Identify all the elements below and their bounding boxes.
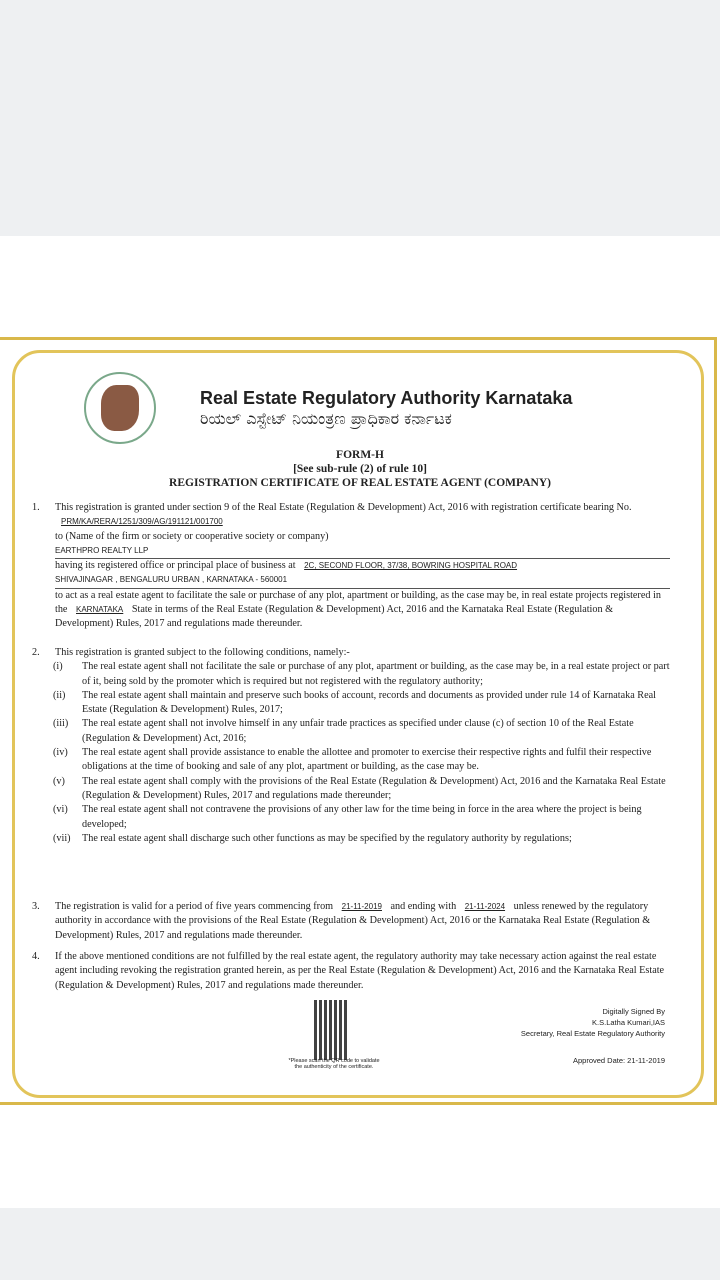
section-text: The registration is valid for a period of five years commencing from (55, 901, 334, 912)
rera-seal-logo (84, 372, 156, 444)
section-text: This registration is granted under section 9 of the Real Estate (Regulation & Development) Act, 2016 with registration certificate bearing No. (55, 502, 632, 513)
section-2 (32, 646, 670, 846)
firm-name: EARTHPRO REALTY LLP (55, 544, 670, 559)
section-text: State in terms of the Real Estate (Regulation & Development) Act, 2016 and the Karnataka Real Estate (Regulation & Development) Rules, 2017 and regulations made thereunder. (55, 604, 614, 630)
section-number: 2. (32, 647, 40, 658)
address-line-2: SHIVAJINAGAR , BENGALURU URBAN , KARNATAKA - 560001 (55, 573, 670, 588)
condition-item: (iii) The real estate agent shall not involve himself in any unfair trade practices as specified under clause (c) of section 10 of the Real Estate (Regulation & Development) Act, 2016; (53, 718, 634, 744)
section-number: 1. (32, 502, 40, 513)
section-text: and ending with (390, 901, 457, 912)
state-name: KARNATAKA (76, 605, 124, 615)
section-text: to (Name of the firm or society or cooperative society or company) (55, 530, 329, 542)
address-line-1: 2C, SECOND FLOOR, 37/38, BOWRING HOSPITAL ROAD (304, 561, 518, 571)
condition-item: (i) The real estate agent shall not facilitate the sale or purchase of any plot, apartment or building, as the case may be, in a real estate project or part of it, being sold by the promoter which is required but not registered with the regulatory authority; (53, 661, 670, 687)
authority-title-kannada: ರಿಯಲ್ ಎಸ್ಟೇಟ್ ನಿಯಂತ್ರಣ ಪ್ರಾಧಿಕಾರ ಕರ್ನಾಟಕ (200, 409, 452, 428)
signer-designation: Secretary, Real Estate Regulatory Authority (520, 1029, 665, 1038)
condition-item: (v) The real estate agent shall comply with the provisions of the Real Estate (Regulation & Development) Act, 2016 and the Karnataka Real Estate (Regulation & Development) Rules, 2017 and regulations made thereunder; (53, 775, 666, 801)
signature-block (521, 1006, 665, 1039)
form-heading: REGISTRATION CERTIFICATE OF REAL ESTATE AGENT (COMPANY) (169, 477, 551, 489)
condition-item: (iv) The real estate agent shall provide assistance to enable the allottee and promoter to exercise their respective rights and fulfil their respective obligations at the time of booking and sale of any plot, apartment or building, as the case may be. (53, 747, 652, 773)
section-3 (32, 900, 670, 943)
section-text: to act as a real estate agent to facilitate the sale or purchase of any plot, apartment or building, as the case may be, in real estate projects registered in the (55, 589, 661, 616)
karnataka-map-icon (101, 385, 139, 431)
condition-item: (ii) The real estate agent shall maintain and preserve such books of account, records and documents as provided under rule 14 of Karnataka Real Estate (Regulation & Development) Rules, 2017; (53, 689, 656, 716)
authority-title: Real Estate Regulatory Authority Karnataka (200, 388, 573, 408)
valid-until-date: 21-11-2024 (464, 902, 506, 911)
condition-item: (vi) The real estate agent shall not contravene the provisions of any other law for the time being in force in the area where the project is being developed; (53, 804, 642, 830)
valid-from-date: 21-11-2019 (341, 902, 382, 911)
qr-note: *Please scan the QR code to validate the authenticity of the certificate. (288, 1058, 380, 1070)
section-text: This registration is granted subject to the following conditions, namely:- (55, 647, 350, 658)
certificate-number: PRM/KA/RERA/1251/309/AG/191121/001700 (61, 517, 223, 527)
signer-name: K.S.Latha Kumari,IAS (592, 1018, 665, 1027)
section-4 (32, 950, 670, 993)
qr-code (314, 1000, 348, 1060)
condition-item: (vii) The real estate agent shall discharge such other functions as may be specified by the regulatory authority by regulations; (53, 832, 572, 844)
certificate-image (0, 236, 720, 1208)
approved-date: Approved Date: 21-11-2019 (572, 1056, 665, 1065)
section-text: having its registered office or principal place of business at (55, 560, 296, 572)
form-name: FORM-H (336, 449, 384, 461)
signed-label: Digitally Signed By (602, 1007, 665, 1016)
section-number: 3. (32, 901, 40, 912)
section-text: unless renewed by the regulatory authority in accordance with the provisions of the Real Estate (Regulation & Development) Act, 2016 or the Karnataka Real Estate (Regulation & Development) Rules, 2017 and regulations made thereunder. (55, 901, 651, 941)
section-1 (32, 501, 670, 632)
form-rule: [See sub-rule (2) of rule 10] (293, 463, 427, 475)
section-number: 4. (32, 951, 40, 962)
section-text: If the above mentioned conditions are not fulfilled by the real estate agent, the regulatory authority may take necessary action against the real estate agent including revoking the registration granted herein, as per the Real Estate (Regulation & Development) Act, 2016 and the Karnataka Real Estate (Regulation & Development) Rules, 2017 and regulations made thereunder. (55, 951, 665, 991)
